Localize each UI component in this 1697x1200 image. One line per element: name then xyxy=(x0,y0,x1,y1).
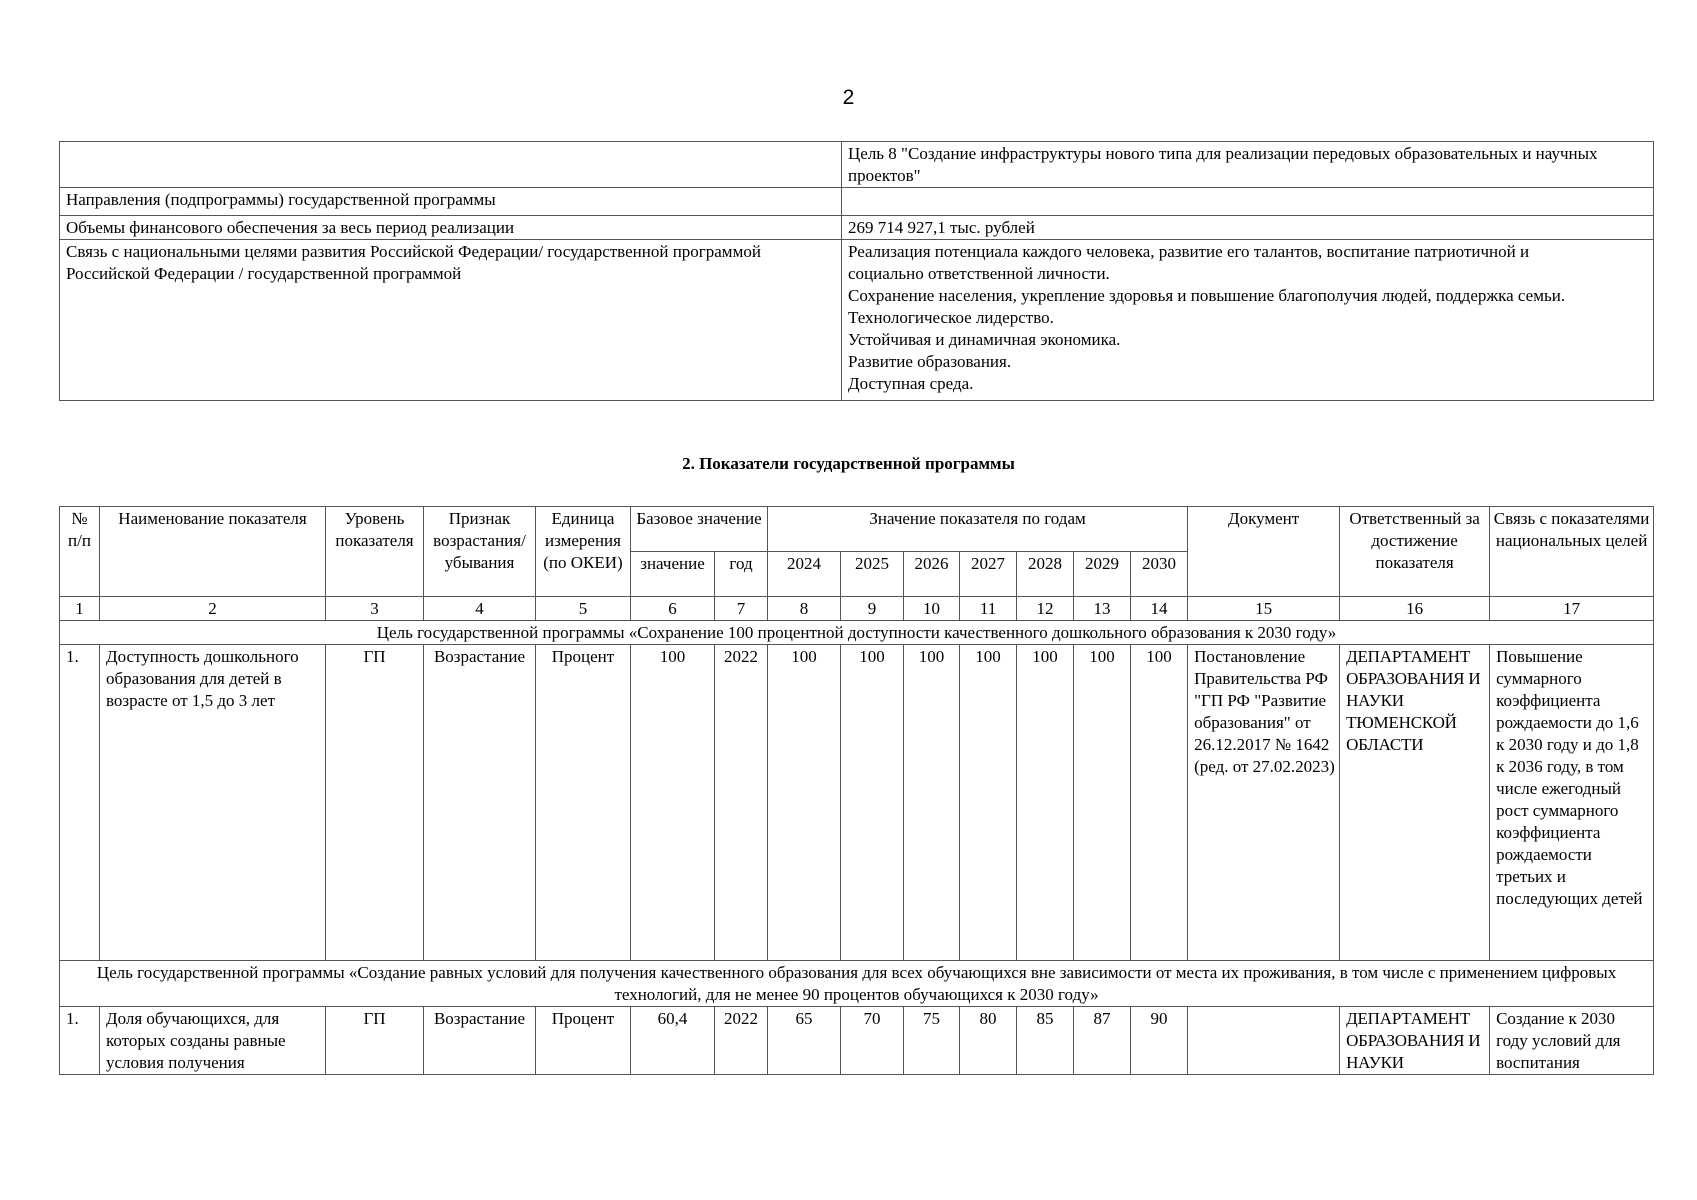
header-year: 2027 xyxy=(960,552,1017,597)
indicator-base-year: 2022 xyxy=(715,1007,768,1075)
header-year: 2029 xyxy=(1074,552,1131,597)
national-goal-line: Реализация потенциала каждого человека, развитие его талантов, воспитание патриотичной и xyxy=(848,242,1530,261)
goal-row xyxy=(60,621,1654,645)
passport-goal8: Цель 8 "Создание инфраструктуры нового типа для реализации передовых образовательных и научных проектов" xyxy=(842,142,1654,188)
header-level: Уровень показателя xyxy=(326,507,424,597)
indicator-unit: Процент xyxy=(536,1007,631,1075)
indicator-trend: Возрастание xyxy=(424,1007,536,1075)
header-link: Связь с показателями национальных целей xyxy=(1490,507,1654,597)
header-unit: Единица измерения (по ОКЕИ) xyxy=(536,507,631,597)
header-row xyxy=(60,507,1654,552)
national-goal-line: Сохранение населения, укрепление здоровья и повышение благополучия людей, поддержка семьи. xyxy=(848,286,1566,305)
indicator-trend: Возрастание xyxy=(424,645,536,961)
indicator-value-2027: 80 xyxy=(960,1007,1017,1075)
header-base-year: год xyxy=(715,552,768,597)
header-trend: Признак возрастания/ убывания xyxy=(424,507,536,597)
header-year: 2026 xyxy=(904,552,960,597)
indicator-value-2025: 70 xyxy=(841,1007,904,1075)
column-number: 5 xyxy=(536,597,631,621)
indicator-value-2024: 65 xyxy=(768,1007,841,1075)
indicator-value-2028: 100 xyxy=(1017,645,1074,961)
goal-title: Цель государственной программы «Создание равных условий для получения качественного образования для всех обучающихся вне зависимости от места их проживания, в том числе с применением цифровых технологий, для не менее 90 процентов обучающихся к 2030 году» xyxy=(60,961,1654,1007)
header-year: 2024 xyxy=(768,552,841,597)
column-number: 16 xyxy=(1340,597,1490,621)
header-year: 2028 xyxy=(1017,552,1074,597)
column-number: 7 xyxy=(715,597,768,621)
passport-funding-value: 269 714 927,1 тыс. рублей xyxy=(842,216,1654,240)
passport-row-funding xyxy=(60,216,1654,240)
indicator-value-2026: 75 xyxy=(904,1007,960,1075)
column-number: 3 xyxy=(326,597,424,621)
header-year: 2025 xyxy=(841,552,904,597)
indicator-value-2030: 100 xyxy=(1131,645,1188,961)
column-number: 13 xyxy=(1074,597,1131,621)
program-passport-table xyxy=(59,141,1654,401)
indicator-level: ГП xyxy=(326,1007,424,1075)
passport-directions-value xyxy=(842,188,1654,216)
indicator-responsible: ДЕПАРТАМЕНТ ОБРАЗОВАНИЯ И НАУКИ ТЮМЕНСКОЙ ОБЛАСТИ xyxy=(1340,645,1490,961)
national-goal-line: Технологическое лидерство. xyxy=(848,308,1054,327)
national-goal-line: Доступная среда. xyxy=(848,374,974,393)
column-number: 4 xyxy=(424,597,536,621)
header-responsible: Ответственный за достижение показателя xyxy=(1340,507,1490,597)
column-number: 2 xyxy=(100,597,326,621)
column-number: 6 xyxy=(631,597,715,621)
row-num: 1. xyxy=(60,1007,100,1075)
column-number: 11 xyxy=(960,597,1017,621)
indicator-name: Доля обучающихся, для которых созданы равные условия получения xyxy=(100,1007,326,1075)
section-title: 2. Показатели государственной программы xyxy=(682,454,1015,473)
passport-row-goal8 xyxy=(60,142,1654,188)
indicator-value-2030: 90 xyxy=(1131,1007,1188,1075)
indicator-value-2026: 100 xyxy=(904,645,960,961)
indicator-value-2029: 100 xyxy=(1074,645,1131,961)
table-row xyxy=(60,645,1654,961)
passport-national-goals-list xyxy=(842,240,1654,401)
indicators-table xyxy=(59,506,1654,1075)
indicator-base-value: 60,4 xyxy=(631,1007,715,1075)
passport-national-goals-label: Связь с национальными целями развития Российской Федерации/ государственной программой Российской Федерации / государственной программой xyxy=(60,240,842,401)
column-number: 15 xyxy=(1188,597,1340,621)
indicator-document xyxy=(1188,1007,1340,1075)
header-name: Наименование показателя xyxy=(100,507,326,597)
header-values-by-year: Значение показателя по годам xyxy=(768,507,1188,552)
row-num: 1. xyxy=(60,645,100,961)
passport-empty-cell xyxy=(60,142,842,188)
header-base: Базовое значение xyxy=(631,507,768,552)
header-year: 2030 xyxy=(1131,552,1188,597)
national-goal-line: социально ответственной личности. xyxy=(848,264,1110,283)
passport-funding-label: Объемы финансового обеспечения за весь период реализации xyxy=(60,216,842,240)
page-number: 2 xyxy=(842,86,855,109)
national-goal-line: Устойчивая и динамичная экономика. xyxy=(848,330,1121,349)
column-numbers-row xyxy=(60,597,1654,621)
column-number: 17 xyxy=(1490,597,1654,621)
table-row xyxy=(60,1007,1654,1075)
passport-directions-label: Направления (подпрограммы) государственной программы xyxy=(60,188,842,216)
indicator-value-2028: 85 xyxy=(1017,1007,1074,1075)
national-goal-line: Развитие образования. xyxy=(848,352,1012,371)
indicator-link: Создание к 2030 году условий для воспитания xyxy=(1490,1007,1654,1075)
header-document: Документ xyxy=(1188,507,1340,597)
goal-title: Цель государственной программы «Сохранение 100 процентной доступности качественного дошкольного образования к 2030 году» xyxy=(60,621,1654,645)
passport-row-national-goals xyxy=(60,240,1654,401)
indicator-document: Постановление Правительства РФ "ГП РФ "Развитие образования" от 26.12.2017 № 1642 (ред. от 27.02.2023) xyxy=(1188,645,1340,961)
indicator-value-2027: 100 xyxy=(960,645,1017,961)
column-number: 14 xyxy=(1131,597,1188,621)
column-number: 10 xyxy=(904,597,960,621)
column-number: 8 xyxy=(768,597,841,621)
indicator-link: Повышение суммарного коэффициента рождаемости до 1,6 к 2030 году и до 1,8 к 2036 году, в том числе ежегодный рост суммарного коэффициента рождаемости третьих и последующих детей xyxy=(1490,645,1654,961)
indicator-value-2025: 100 xyxy=(841,645,904,961)
column-number: 12 xyxy=(1017,597,1074,621)
indicator-unit: Процент xyxy=(536,645,631,961)
passport-row-directions xyxy=(60,188,1654,216)
column-number: 9 xyxy=(841,597,904,621)
indicator-name: Доступность дошкольного образования для детей в возрасте от 1,5 до 3 лет xyxy=(100,645,326,961)
indicator-level: ГП xyxy=(326,645,424,961)
indicator-responsible: ДЕПАРТАМЕНТ ОБРАЗОВАНИЯ И НАУКИ xyxy=(1340,1007,1490,1075)
indicator-base-year: 2022 xyxy=(715,645,768,961)
header-num: № п/п xyxy=(60,507,100,597)
indicator-value-2024: 100 xyxy=(768,645,841,961)
indicator-base-value: 100 xyxy=(631,645,715,961)
goal-row xyxy=(60,961,1654,1007)
indicator-value-2029: 87 xyxy=(1074,1007,1131,1075)
header-base-value: значение xyxy=(631,552,715,597)
column-number: 1 xyxy=(60,597,100,621)
